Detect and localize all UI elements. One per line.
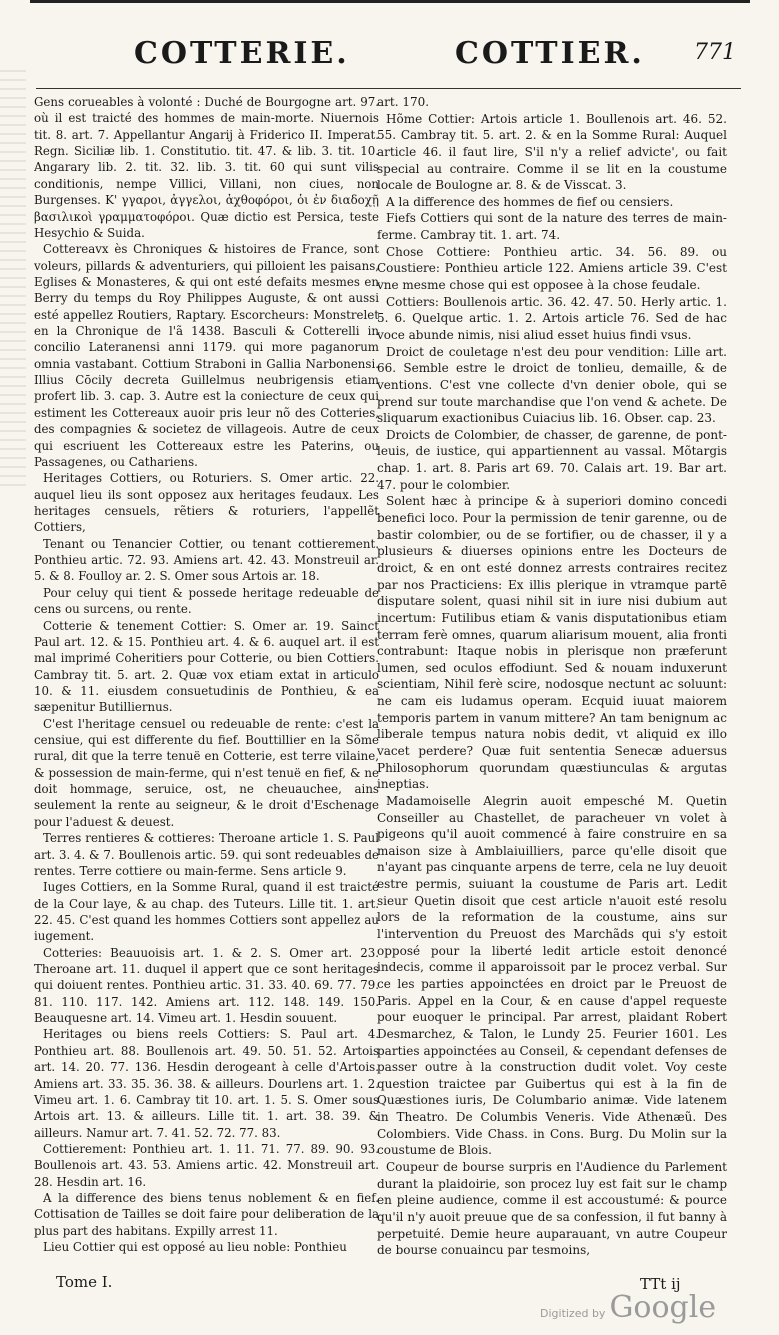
volume-label: Tome I.: [56, 1273, 113, 1291]
paragraph: Cottiers: Boullenois artic. 36. 42. 47. 50. Herly artic. 1. 5. 6. Quelque artic. 1. 2. Artois article 76. Sed de hac voce abunde nimis, nisi aliud esset huius findi vsus.: [377, 294, 727, 342]
paragraph: C'est l'heritage censuel ou redeuable de rente: c'est la censiue, qui est differente du fief. Bouttillier en la Sõme rural, dit que la terre tenuë en Cotterie, est terre vilaine, & possession de main-ferme, qui n'est tenuë en fief, & ne doit hommage, seruice, ost, ne cheuauchee, ains seulement la rente au seigneur, & le droit d'Eschenage pour l'aduest & deuest.: [34, 716, 379, 829]
paragraph: Droict de couletage n'est deu pour vendition: Lille art. 66. Semble estre le droict de tonlieu, demaille, & de ventions. C'est vne collecte d'vn denier obole, qui se prend sur toute marchandise que l'on vend & achete. De sliquarum exactionibus Cuiacius lib. 16. Obser. cap. 23.: [377, 344, 727, 426]
top-rule: [30, 0, 750, 11]
paragraph: Lieu Cottier qui est opposé au lieu noble: Ponthieu: [43, 1240, 347, 1255]
paragraph: Heritages Cottiers, ou Roturiers. S. Omer artic. 22. auquel lieu ils sont opposez aux heritages feudaux. Les heritages censuels, rẽtiers & roturiers, l'appellẽt Cottiers,: [34, 471, 379, 535]
paragraph: Chose Cottiere: Ponthieu artic. 34. 56. 89. ou Coustiere: Ponthieu article 122. Amiens article 39. C'est vne mesme chose qui est opposee à la chose feudale.: [377, 244, 727, 293]
paragraph: Gens corueables à volonté : Duché de Bourgogne art. 97. où il est traicté des hommes de main-morte. Niuernois tit. 8. art. 7. Appellantur Angarij à Friderico II. Imperat. Regn. Siciliæ lib. 1. Constitutio. tit. 47. & lib. 3. tit. 10. Angarary lib. 2. tit. 32. lib. 3. tit. 60 qui sunt vilis conditionis, nempe Villici, Villani, non ciues, non Burgenses. Κ' γγαροι, ἀγγελοι, ἀχθοφόροι, ὁι ἐν διαδοχῇ βασιλικοὶ γραμματοφόροι. Quæ dictio est Persica, teste Hesychio & Suida.: [34, 95, 379, 240]
page-number: 771: [694, 40, 736, 65]
paragraph: Heritages ou biens reels Cottiers: S. Paul art. 4. Ponthieu art. 88. Boullenois art. 49. 50. 51. 52. Artois art. 14. 20. 77. 136. Hesdin derogeant à celle d'Artois. Amiens art. 33. 35. 36. 38. & ailleurs. Dourlens art. 1. 2. Vimeu art. 1. 6. Cambray tit 10. art. 1. 5. S. Omer sous Artois art. 13. & ailleurs. Lille tit. 1. art. 38. 39. & ailleurs. Namur art. 7. 41. 52. 72. 77. 83.: [34, 1027, 379, 1140]
paragraph: Madamoiselle Alegrin auoit empesché M. Quetin Conseiller au Chastellet, de paracheuer vn volet à pigeons qu'il auoit commencé à faire construire en sa maison size à Amblaiuilliers, parce qu'elle disoit que n'ayant pas cinquante arpens de terre, cela ne luy deuoit estre permis, suiuant la coustume de Paris art. Ledit sieur Quetin disoit que cest article n'auoit esté resolu lors de la reformation de la coustume, ains sur l'intervention du Preuost des Marchãds qui s'y estoit opposé pour la liberté ledit article estoit denoncé indecis, comme il apparoissoit par le procez verbal. Sur ce les parties appoinctées en droict par le Preuost de Paris. Appel en la Cour, & en cause d'appel requeste pour euoquer le principal. Par arrest, plaidant Robert Desmarchez, & Talon, le Lundy 25. Feurier 1601. Les parties appoinctées au Conseil, & cependant defenses de passer outre à la construction dudit volet. Voy ceste question traictee par Guibertus qui est à la fin de Quæstiones iuris, De Columbario animæ. Vide latenem in Theatro. De Columbis Veneris. Vide Athenæũ. Des Colombiers. Vide Chass. in Cons. Burg. Du Molin sur la coustume de Blois.: [377, 793, 727, 1158]
paragraph: Fiefs Cottiers qui sont de la nature des terres de main-ferme. Cambray tit. 1. art. 74.: [377, 211, 727, 243]
google-logo: Google: [609, 1290, 717, 1325]
paragraph: Tenant ou Tenancier Cottier, ou tenant cottierement. Ponthieu artic. 72. 93. Amiens art. 42. 43. Monstreuil ar. 5. & 8. Foulloy ar. 2. S. Omer sous Artois ar. 18.: [34, 536, 379, 584]
paragraph: Cottereavx ès Chroniques & histoires de France, sont voleurs, pillards & adventuriers, qui pilloient les paisans, Eglises & Monasteres, & qui ont esté defaits mesmes en Berry du temps du Roy Philippes Auguste, & ont aussi esté appellez Routiers, Raptary. Escorcheurs: Monstrelet en la Chronique de l'ã 1438. Basculi & Cotterelli in concilio Lateranensi anni 1179. qui more paganorum omnia vastabant. Cottium Straboni in Gallia Narbonensi. Illius Cōcily decreta Guillelmus neubrigensis etiam profert lib. 3. cap. 3. Autre est la coniecture de ceux qui estiment les Cottereaux auoir pris leur nõ des Cotteries, des compagnies & societez de villageois. Autre de ceux qui escriuent les Cottereaux estre les Paterins, ou Passagenes, ou Cathariens.: [34, 242, 379, 469]
signature-mark: TTt ij: [640, 1275, 681, 1293]
right-column: [377, 94, 727, 1259]
paragraph: Droicts de Colombier, de chasser, de garenne, de pont-leuis, de iustice, qui appartiennent au vassal. Mõtargis chap. 1. art. 8. Paris art 69. 70. Calais art. 19. Bar art. 47. pour le colombier.: [377, 427, 727, 492]
paragraph: Hõme Cottier: Artois article 1. Boullenois art. 46. 52. 55. Cambray tit. 5. art. 2. & en la Somme Rural: Auquel article 46. il faut lire, S'il n'y a relief advicte', ou fait special au contraire. Comme il se lit en la coustume locale de Boulogne ar. 8. & de Visscat. 3.: [377, 111, 727, 193]
paragraph: Pour celuy qui tient & possede heritage redeuable de cens ou surcens, ou rente.: [34, 585, 379, 617]
paragraph: A la difference des biens tenus noblement & en fief. Cottisation de Tailles se doit faire pour deliberation de la plus part des habitans. Expilly arrest 11.: [34, 1191, 379, 1238]
digitized-by-label: Digitized by: [540, 1307, 606, 1320]
paragraph: Cotterie & tenement Cottier: S. Omer ar. 19. Sainct Paul art. 12. & 15. Ponthieu art. 4. & 6. auquel art. il est mal imprimé Coheritiers pour Cotterie, ou bien Cottiers. Cambray tit. 5. art. 2. Quæ vox etiam extat in articulo 10. & 11. eiusdem consuetudinis de Ponthieu, & ea sæpenitur Butilliernus.: [34, 618, 379, 715]
margin-bleedthrough: [0, 70, 26, 490]
paragraph: Cotteries: Beauuoisis art. 1. & 2. S. Omer art. 23. Theroane art. 11. duquel il appert que ce sont heritages qui doiuent rentes. Ponthieu artic. 31. 33. 40. 69. 77. 79. 81. 110. 117. 142. Amiens art. 112. 148. 149. 150. Beauquesne art. 14. Vimeu art. 1. Hesdin souuent.: [34, 945, 379, 1026]
paragraph: Iuges Cottiers, en la Somme Rural, quand il est traicté de la Cour laye, & au chap. des Tuteurs. Lille tit. 1. art. 22. 45. C'est quand les hommes Cottiers sont appellez au iugement.: [34, 880, 379, 944]
running-head-right: COTTIER.: [455, 36, 645, 71]
paragraph: Solent hæc à principe & à superiori domino concedi benefici loco. Pour la permission de tenir garenne, ou de bastir colombier, ou de se fortifier, ou de chasser, il y a plusieurs & diuerses opinions entre les Docteurs de droict, & en ont esté donnez arrests contraires recitez par nos Practiciens: Ex illis plerique in vtramque partē disputare solent, quasi nihil sit in iure nisi dubium aut incertum: Futilibus etiam & vanis disputationibus etiam terram ferè omnes, quarum aliarisum mouent, alia fronti contrabunt: Itaque nobis in plerisque non præferunt lumen, sed oculos effodiunt. Sed & nouam induxerunt scientiam, Nihil ferè scire, nodosque nectunt ac soluunt: ne cam eis ludamus operam. Ecquid iuuat maiorem temporis partem in vanum mittere? An tam benignum ac liberale tempus natura nobis dedit, vt aliquid ex illo vacet perdere? Quæ fuit sententia Senecæ aduersus Philosophorum quorundam quæstiunculas & argutas ineptias.: [377, 494, 727, 792]
running-head-left: COTTERIE.: [134, 36, 350, 71]
paragraph: Coupeur de bourse surpris en l'Audience du Parlement durant la plaidoirie, son procez luy est fait sur le champ en pleine audience, comme il est accoustumé: & pource qu'il n'y auoit preuue que de sa confession, il fut banny à perpetuité. Demie heure auparauant, vn autre Coupeur de bourse conuaincu par tesmoins,: [377, 1160, 727, 1258]
paragraph: Terres rentieres & cottieres: Theroane article 1. S. Paul art. 3. 4. & 7. Boullenois artic. 59. qui sont redeuables de rentes. Terre cottiere ou main-ferme. Sens article 9.: [34, 831, 379, 878]
paragraph: art. 170.: [377, 95, 430, 109]
digitized-badge: [540, 1290, 716, 1325]
left-column: [34, 94, 379, 1256]
header-rule: [36, 88, 741, 89]
paragraph: Cottierement: Ponthieu art. 1. 11. 71. 77. 89. 90. 93. Boullenois art. 43. 53. Amiens artic. 42. Monstreuil art. 28. Hesdin art. 16.: [34, 1142, 379, 1189]
paragraph: A la difference des hommes de fief ou censiers.: [386, 194, 674, 209]
